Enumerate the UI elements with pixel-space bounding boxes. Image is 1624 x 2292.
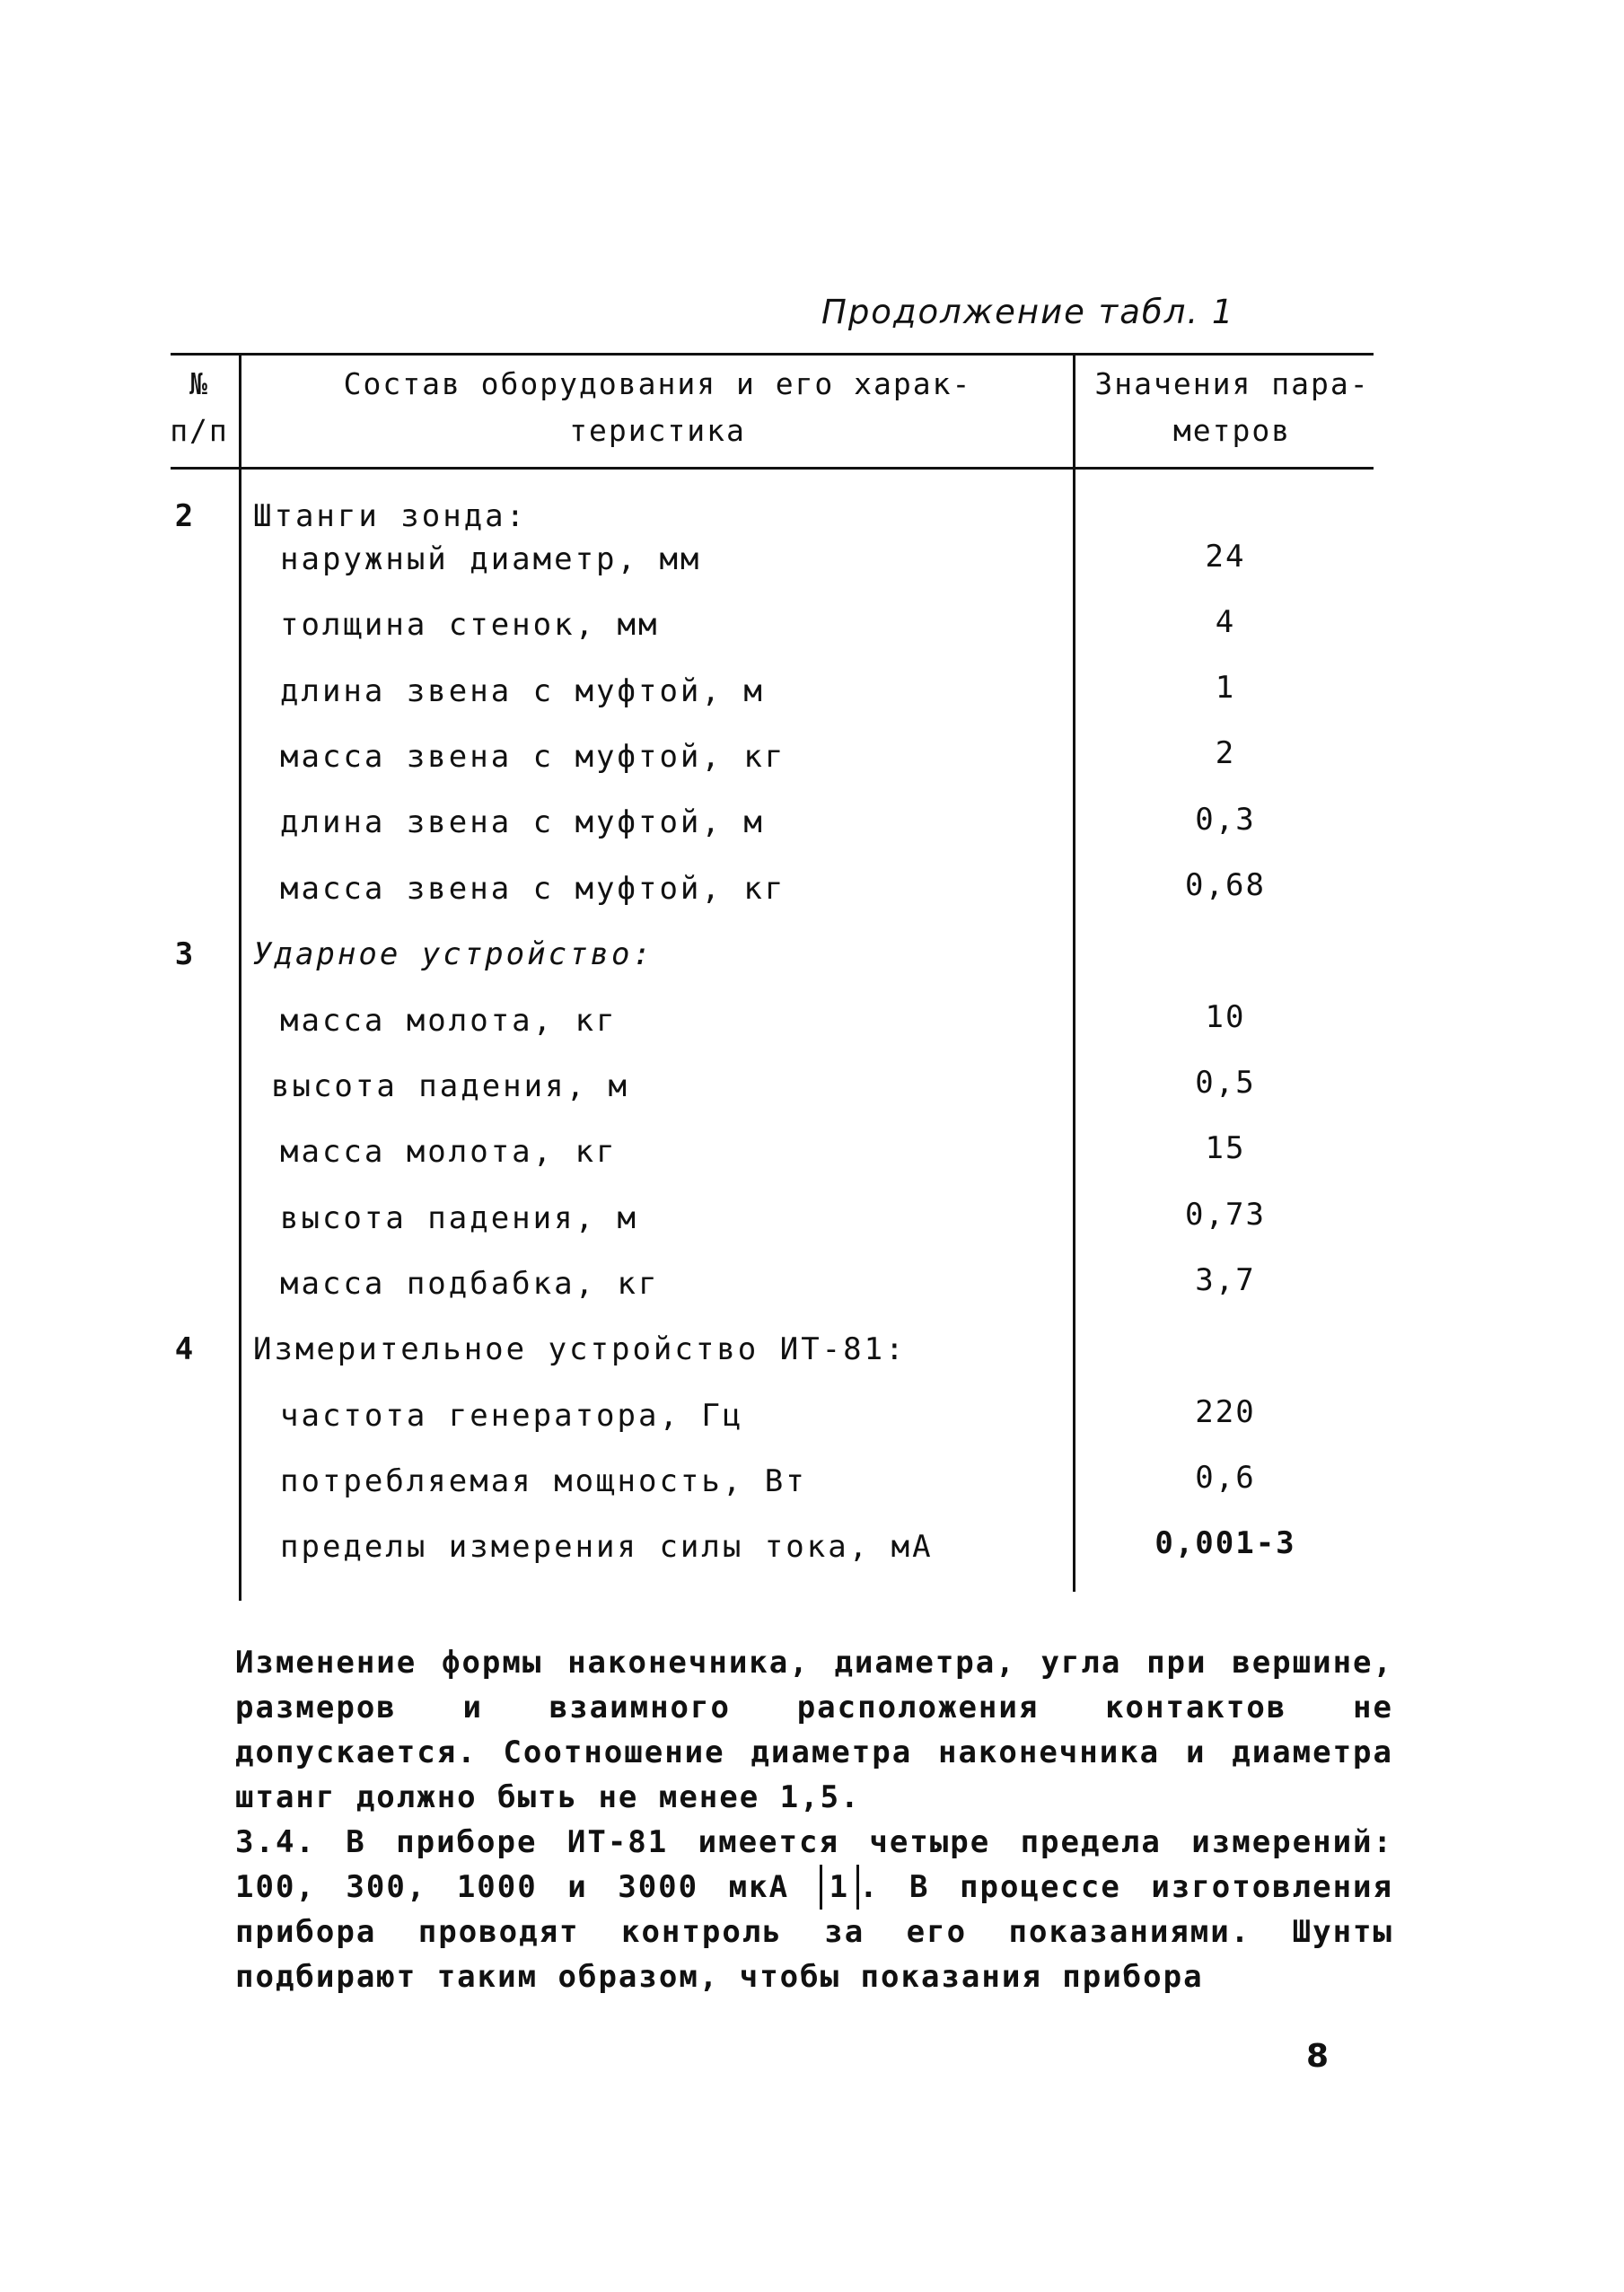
row-parameter: Ударное устройство: <box>253 936 654 972</box>
row-parameter: масса звена с муфтой, кг <box>280 739 786 775</box>
row-value: 24 <box>1205 539 1246 575</box>
row-value: 3,7 <box>1195 1262 1256 1298</box>
row-number: 2 <box>174 498 194 534</box>
row-parameter: толщина стенок, мм <box>280 607 660 643</box>
row-value: 1 <box>1215 670 1236 706</box>
row-value: 0,5 <box>1195 1065 1256 1101</box>
row-parameter: Измерительное устройство ИТ-81: <box>253 1331 907 1367</box>
row-parameter: масса молота, кг <box>280 1134 618 1170</box>
row-parameter: потребляемая мощность, Вт <box>280 1463 807 1499</box>
table-top-rule <box>171 353 1374 356</box>
row-value: 0,73 <box>1185 1197 1266 1233</box>
row-value: 15 <box>1205 1130 1246 1166</box>
row-value: 220 <box>1195 1394 1256 1430</box>
paragraph-text-end: . В процессе изготовления прибора проводят контроль за его показаниями. Шунты подбирают таким образом, чтобы показания прибора <box>235 1869 1393 1995</box>
row-parameter: длина звена с муфтой, м <box>280 804 765 840</box>
page-number: 8 <box>1306 2038 1330 2075</box>
row-value: 10 <box>1205 999 1246 1035</box>
row-parameter: масса звена с муфтой, кг <box>280 871 786 907</box>
header-values: Значения пара- метров <box>1094 366 1370 448</box>
header-num: № п/п <box>170 366 229 448</box>
table-header-rule <box>171 467 1374 470</box>
row-value: 0,6 <box>1195 1460 1256 1496</box>
row-parameter: наружный диаметр, мм <box>280 541 702 577</box>
row-parameter: высота падения, м <box>271 1068 629 1104</box>
row-value: 2 <box>1215 735 1236 771</box>
row-value: 0,68 <box>1185 867 1266 903</box>
row-parameter: высота падения, м <box>280 1200 638 1236</box>
row-value: 4 <box>1215 604 1236 640</box>
row-parameter: частота генератора, Гц <box>280 1398 744 1434</box>
row-number: 3 <box>174 936 194 972</box>
header-equipment: Состав оборудования и его харак- теристика <box>343 366 972 448</box>
row-value: 0,3 <box>1195 802 1256 838</box>
row-parameter: Штанги зонда: <box>253 498 528 534</box>
row-number: 4 <box>174 1331 194 1367</box>
row-parameter: пределы измерения силы тока, мА <box>280 1529 934 1565</box>
reference-link[interactable]: 1 <box>820 1865 859 1910</box>
row-parameter: длина звена с муфтой, м <box>280 673 765 709</box>
row-parameter: масса молота, кг <box>280 1003 618 1039</box>
row-value: 0,001-3 <box>1154 1525 1296 1561</box>
row-parameter: масса подбабка, кг <box>280 1266 660 1302</box>
column-divider-1 <box>239 353 241 1601</box>
column-divider-2 <box>1073 353 1075 1592</box>
body-paragraph-1: Изменение формы наконечника, диаметра, угла при вершине, размеров и взаимного расположения контактов не допускается. Соотношение диаметра наконечника и диаметра штанг должно быть не менее 1,5. <box>235 1645 1393 1815</box>
body-paragraph-2 <box>235 1820 1393 1999</box>
table-caption: Продолжение табл. 1 <box>821 293 1235 331</box>
paragraph-text-start: 3.4. В приборе ИТ-81 имеется четыре предела измерений: 100, 300, 1000 и 3000 мкА <box>235 1824 1393 1905</box>
